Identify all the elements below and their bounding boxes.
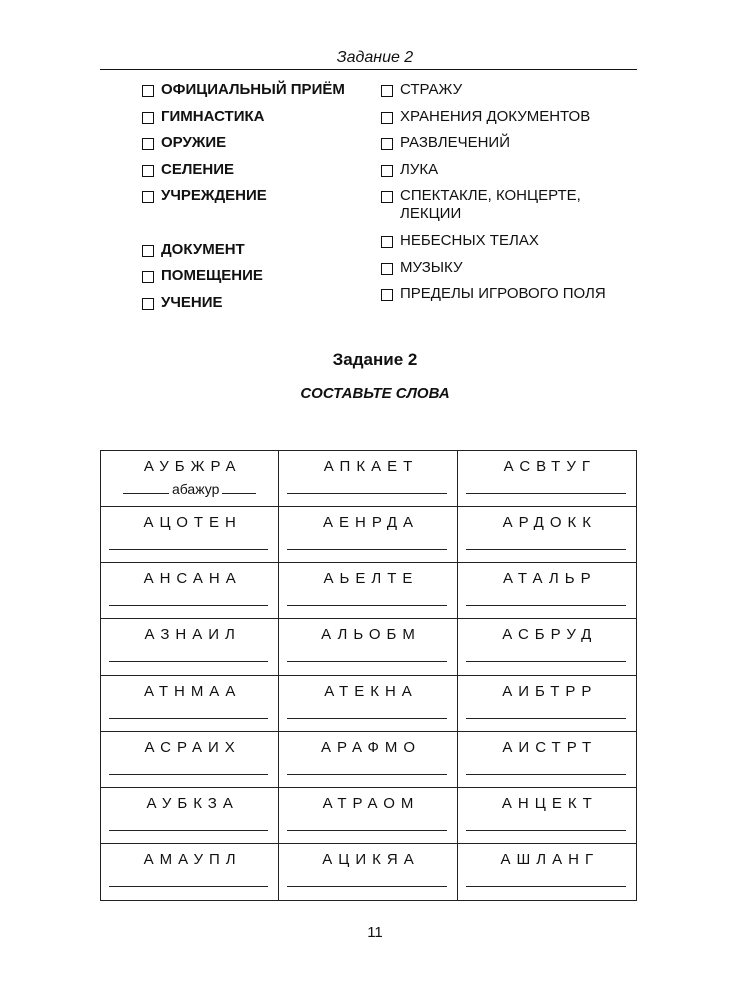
match-item-label: РАЗВЛЕЧЕНИЙ: [400, 134, 510, 152]
matching-right-column: [381, 81, 606, 312]
match-item-label: ДОКУМЕНТ: [161, 240, 245, 258]
match-item-label: ХРАНЕНИЯ ДОКУМЕНТОВ: [400, 107, 591, 125]
anagram-letters: АТЕКНА: [324, 682, 418, 700]
answer-line[interactable]: [466, 605, 626, 606]
answer-line[interactable]: [466, 718, 626, 719]
match-item-right: [381, 161, 606, 179]
match-item-right: [381, 134, 606, 152]
checkbox[interactable]: [381, 112, 393, 124]
match-item-label: УЧРЕЖДЕНИЕ: [161, 187, 267, 205]
answer-blank[interactable]: [123, 493, 169, 494]
match-item-label: УЧЕНИЕ: [161, 293, 223, 311]
match-item-left: [142, 294, 345, 312]
anagram-letters: АТРАОМ: [322, 794, 420, 812]
answer-line[interactable]: [109, 605, 268, 606]
answer-line[interactable]: [287, 830, 446, 831]
match-item-label: НЕБЕСНЫХ ТЕЛАХ: [400, 231, 539, 249]
match-item-left: [142, 81, 345, 99]
anagram-cell: [279, 844, 457, 900]
answer-line[interactable]: [466, 886, 626, 887]
anagram-letters: АНСАНА: [143, 570, 242, 588]
answer-line[interactable]: [466, 549, 626, 550]
anagram-cell: [458, 844, 636, 900]
anagram-letters: АНЦЕКТ: [501, 794, 598, 812]
anagram-letters: АСРАИХ: [144, 738, 241, 756]
anagram-cell: [101, 507, 279, 563]
anagram-letters: АРАФМО: [320, 738, 422, 756]
match-item-right: [381, 81, 606, 99]
match-item-label: ПРЕДЕЛЫ ИГРОВОГО ПОЛЯ: [400, 285, 606, 303]
checkbox[interactable]: [381, 191, 393, 203]
anagram-letters: АМАУПЛ: [143, 850, 242, 868]
anagram-cell: [101, 732, 279, 788]
match-item-left: [142, 161, 345, 179]
anagram-cell: [458, 451, 636, 507]
anagram-letters: АТАЛЬР: [503, 570, 597, 588]
match-item-left: [142, 134, 345, 152]
matching-left-column: [142, 81, 345, 320]
anagram-cell: [101, 563, 279, 619]
match-item-label: ПОМЕЩЕНИЕ: [161, 267, 263, 285]
checkbox[interactable]: [381, 165, 393, 177]
anagram-letters: АПКАЕТ: [323, 458, 419, 475]
answer-line[interactable]: [287, 549, 446, 550]
match-item-label: СЕЛЕНИЕ: [161, 160, 234, 178]
answer-line[interactable]: [109, 774, 268, 775]
match-item-right: [381, 187, 606, 223]
anagram-letters: АЦИКЯА: [322, 850, 420, 868]
checkbox[interactable]: [381, 236, 393, 248]
anagram-letters: АРДОКК: [502, 514, 597, 532]
answer-line[interactable]: [466, 830, 626, 831]
anagram-cell: [101, 788, 279, 844]
answer-line[interactable]: [287, 493, 446, 494]
answer-line[interactable]: [109, 830, 268, 831]
checkbox[interactable]: [142, 298, 154, 310]
anagram-cell: [458, 507, 636, 563]
match-item-label: ОФИЦИАЛЬНЫЙ ПРИЁМ: [161, 81, 345, 98]
match-item-label: ЛУКА: [400, 160, 439, 178]
match-item-label: СТРАЖУ: [400, 81, 463, 98]
answer-line[interactable]: [466, 774, 626, 775]
anagram-letters: АУБЖРА: [143, 458, 242, 475]
match-item-label: ОРУЖИЕ: [161, 134, 227, 152]
checkbox[interactable]: [142, 112, 154, 124]
anagram-cell: [101, 844, 279, 900]
anagram-cell: [279, 451, 457, 507]
anagram-cell: [458, 788, 636, 844]
anagram-cell: [279, 676, 457, 732]
match-item-right: [381, 259, 606, 277]
anagram-letters: АИСТРТ: [502, 738, 598, 756]
anagram-cell: [101, 451, 279, 507]
match-item-label: СПЕКТАКЛЕ, КОНЦЕРТЕ, ЛЕКЦИИ: [400, 187, 581, 223]
match-item-label: МУЗЫКУ: [400, 258, 463, 276]
checkbox[interactable]: [381, 289, 393, 301]
anagram-letters: АСБРУД: [502, 626, 598, 644]
checkbox[interactable]: [142, 271, 154, 283]
answer-line[interactable]: [109, 549, 268, 550]
example-answer: [101, 481, 278, 497]
checkbox[interactable]: [381, 85, 393, 97]
anagram-letters: АТНМАА: [143, 682, 242, 700]
anagram-letters: АИБТРР: [502, 682, 598, 700]
match-item-right: [381, 108, 606, 126]
answer-line[interactable]: [287, 661, 446, 662]
anagram-cell: [458, 676, 636, 732]
match-item-left: [142, 187, 345, 205]
match-item-left: [142, 241, 345, 259]
running-head: Задание 2: [336, 49, 414, 66]
example-answer-word: абажур: [171, 481, 220, 497]
answer-line[interactable]: [466, 661, 626, 662]
match-item-left: [142, 267, 345, 285]
checkbox[interactable]: [381, 138, 393, 150]
anagram-letters: АЬЕЛТЕ: [323, 570, 419, 588]
anagram-letters: АУБКЗА: [146, 794, 239, 812]
anagram-cell: [101, 676, 279, 732]
header-rule: [100, 69, 637, 70]
answer-line[interactable]: [287, 774, 446, 775]
anagram-cell: [279, 507, 457, 563]
anagram-grid: [100, 450, 637, 901]
answer-line[interactable]: [287, 886, 446, 887]
checkbox[interactable]: [142, 138, 154, 150]
answer-line[interactable]: [109, 718, 268, 719]
anagram-cell: [279, 732, 457, 788]
match-item-left: [142, 108, 345, 126]
anagram-letters: АЕНРДА: [322, 514, 419, 532]
anagram-cell: [279, 788, 457, 844]
answer-line[interactable]: [109, 886, 268, 887]
match-item-right: [381, 232, 606, 250]
answer-line[interactable]: [109, 661, 268, 662]
answer-line[interactable]: [466, 493, 626, 494]
answer-line[interactable]: [287, 718, 446, 719]
anagram-cell: [458, 619, 636, 675]
anagram-letters: АЦОТЕН: [143, 514, 242, 532]
anagram-cell: [458, 732, 636, 788]
anagram-letters: АЛЬОБМ: [321, 626, 421, 644]
checkbox[interactable]: [381, 263, 393, 275]
match-item-label: ГИМНАСТИКА: [161, 107, 265, 125]
checkbox[interactable]: [142, 165, 154, 177]
answer-blank[interactable]: [222, 493, 256, 494]
page-number: 11: [367, 924, 383, 941]
match-item-left: [142, 214, 345, 232]
anagram-cell: [279, 563, 457, 619]
anagram-letters: АЗНАИЛ: [144, 626, 241, 644]
match-item-right: [381, 285, 606, 303]
answer-line[interactable]: [287, 605, 446, 606]
checkbox[interactable]: [142, 85, 154, 97]
checkbox[interactable]: [142, 191, 154, 203]
anagram-cell: [279, 619, 457, 675]
anagram-letters: АСВТУГ: [503, 458, 596, 475]
anagram-cell: [101, 619, 279, 675]
anagram-cell: [458, 563, 636, 619]
task-subtitle: СОСТАВЬТЕ СЛОВА: [300, 385, 450, 402]
anagram-letters: АШЛАНГ: [500, 850, 600, 868]
task-title: Задание 2: [332, 350, 418, 369]
checkbox[interactable]: [142, 245, 154, 257]
